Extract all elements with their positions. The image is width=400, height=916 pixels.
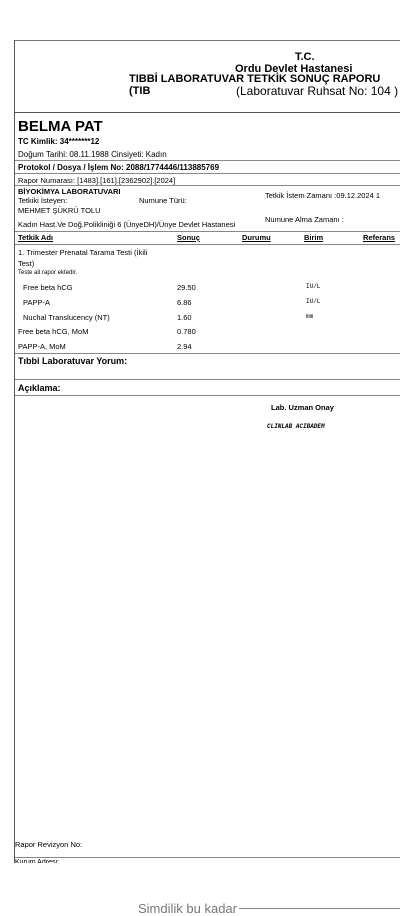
- sample-type-label: Numune Türü:: [139, 196, 187, 205]
- request-time: Tetkik İstem Zamanı :09.12.2024 1: [265, 191, 381, 200]
- patient-name: BELMA PAT: [18, 118, 103, 135]
- approval-label: Lab. Uzman Onay: [271, 403, 334, 412]
- address-partial: Kurum Adresi:: [15, 859, 59, 863]
- signature: CLINLAB ACIBADEM: [267, 423, 325, 430]
- table-row-unit: IU/L: [306, 283, 321, 290]
- footer-text: Simdilik bu kadar: [138, 901, 237, 916]
- divider: [15, 112, 400, 113]
- divider: [15, 173, 400, 174]
- table-row-name: PAPP-A, MoM: [18, 342, 66, 351]
- col-header-unit: Birim: [304, 233, 324, 242]
- divider: [15, 231, 400, 232]
- group-title: 1. Trimester Prenatal Tarama Testi (İkili: [18, 248, 148, 257]
- requester-label: Tetkiki İsteyen:: [18, 196, 68, 205]
- requester-unit: Kadın Hast.Ve Doğ.Polikliniği 6 (ÜnyeDH)/Ünye Devlet Hastanesi: [18, 220, 236, 229]
- header-report-title: TIBBİ LABORATUVAR TETKİK SONUÇ RAPORU (TIB: [129, 73, 381, 97]
- table-row-value: 2.94: [177, 342, 192, 351]
- table-row-value: 29.50: [177, 283, 196, 292]
- divider: [15, 244, 400, 245]
- requester-name: MEHMET ŞÜKRÜ TOLU: [18, 206, 101, 215]
- group-title-cont: Test): [18, 259, 35, 268]
- report-no: Rapor Numarası: [1483].[161].[2362902].[2024]: [18, 176, 176, 185]
- explanation-label: Açıklama:: [18, 383, 61, 393]
- col-header-result: Sonuç: [177, 233, 200, 242]
- col-header-status: Durumu: [242, 233, 271, 242]
- revision-no: Rapor Revizyon No:: [15, 840, 83, 849]
- header-license: (Laboratuvar Ruhsat No: 104 ): [236, 84, 399, 98]
- table-row-unit: mm: [306, 313, 314, 320]
- sample-time: Numune Alma Zamanı :: [265, 215, 344, 224]
- table-row-name: Free beta hCG: [23, 283, 73, 292]
- header-tc: T.C.: [295, 51, 315, 63]
- table-row-value: 0.780: [177, 327, 196, 336]
- divider: [15, 185, 400, 186]
- table-row-name: Free beta hCG, MoM: [18, 327, 89, 336]
- table-row-name: Nuchal Translucency (NT): [23, 313, 110, 322]
- table-row-value: 6.86: [177, 298, 192, 307]
- divider: [15, 353, 400, 354]
- table-row-unit: IU/L: [306, 298, 321, 305]
- divider: [15, 379, 400, 380]
- patient-tc: TC Kimlik: 34*******12: [18, 137, 100, 146]
- group-note: Teste ait rapor ektedir.: [18, 270, 78, 276]
- table-row-name: PAPP-A: [23, 298, 50, 307]
- patient-birth: Doğum Tarihi: 08.11.1988 Cinsiyeti: Kadın: [18, 150, 167, 159]
- protocol-no: Protokol / Dosya / İşlem No: 2088/1774446/113885769: [18, 163, 220, 172]
- table-row-value: 1.60: [177, 313, 192, 322]
- divider: [15, 160, 400, 161]
- divider: [15, 857, 400, 858]
- header-hospital: Ordu Devlet Hastanesi: [235, 63, 353, 75]
- report-page: [14, 40, 400, 863]
- comment-label: Tıbbi Laboratuvar Yorum:: [18, 356, 128, 366]
- lab-dept: BİYOKİMYA LABORATUVARI: [18, 187, 121, 196]
- col-header-test: Tetkik Adı: [18, 233, 54, 242]
- report-header: [15, 51, 400, 109]
- col-header-reference: Referans: [363, 233, 396, 242]
- divider: [15, 395, 400, 396]
